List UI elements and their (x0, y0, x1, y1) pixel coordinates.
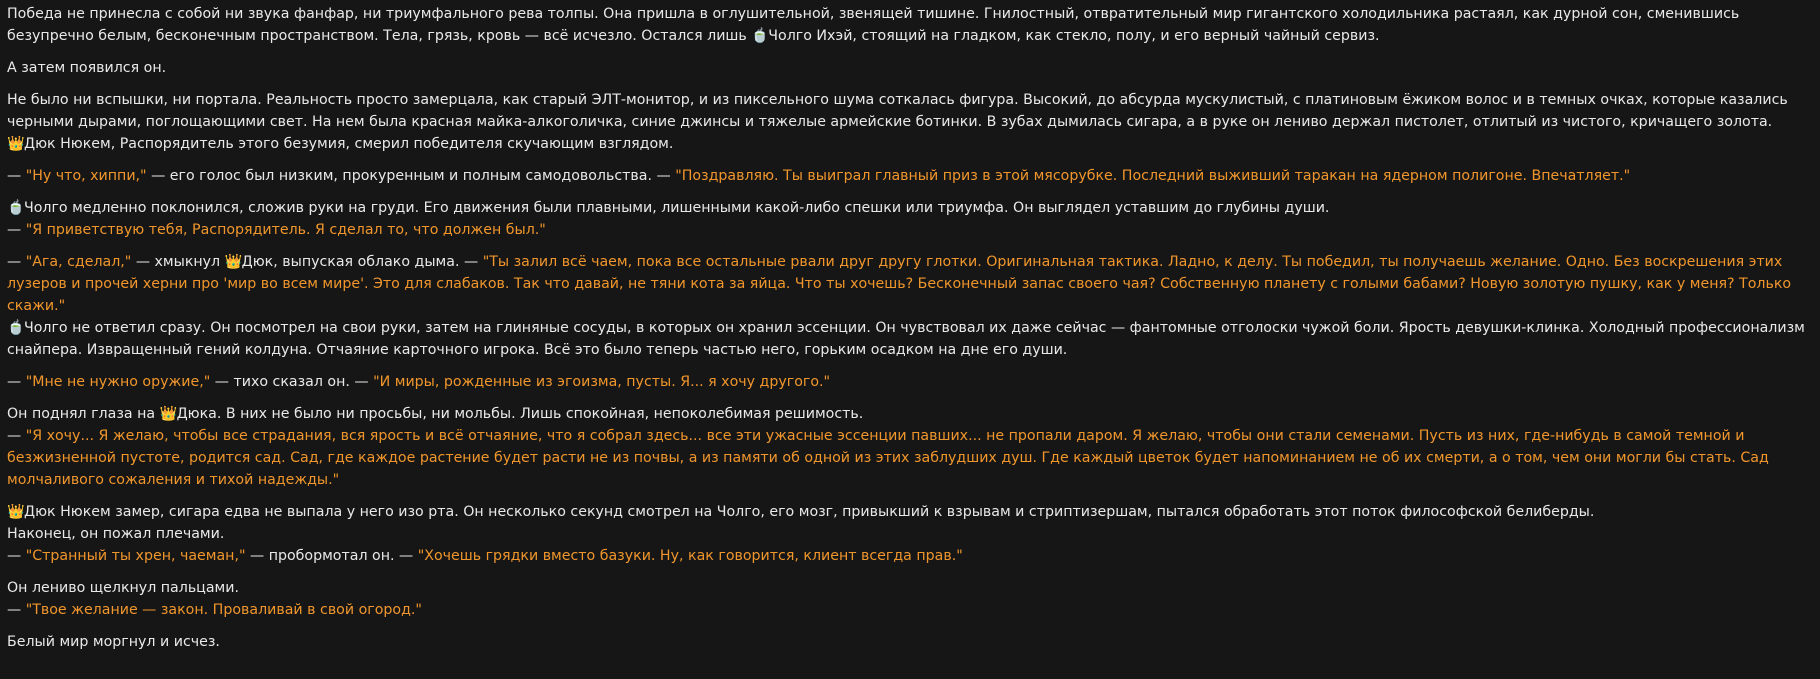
story-paragraph-1: Победа не принесла с собой ни звука фанфар, ни триумфального рева толпы. Она пришла в оглушительной, звенящей тишине. Гнилостный, отвратительный мир гигантского холодильника растаял, как дурной сон, сменившись безупречно белым, бесконечным пространством. Тела, грязь, кровь — всё исчезло. Остался лишь 🍵Чолго Ихэй, стоящий на гладком, как стекло, полу, и его верный чайный сервиз. (7, 3, 1814, 47)
dialogue-duke-3: — "Странный ты хрен, чаеман," — пробормотал он. — "Хочешь грядки вместо базуки. Ну, как говорится, клиент всегда прав." (7, 548, 963, 564)
tea-icon: 🍵 (7, 320, 25, 336)
story-paragraph-13: 👑Дюк Нюкем замер, сигара едва не выпала у него изо рта. Он несколько секунд смотрел на Чолго, его мозг, привыкший к взрывам и стриптизершам, пытался обработать этот поток философской белиберды. (7, 501, 1814, 523)
story-paragraph-18: Белый мир моргнул и исчез. (7, 634, 220, 650)
tea-icon: 🍵 (751, 28, 769, 44)
quote-text: "Хочешь грядки вместо базуки. Ну, как говорится, клиент всегда прав." (417, 548, 963, 564)
dialogue-duke-2: — "Ага, сделал," — хмыкнул 👑Дюк, выпуская облако дыма. — "Ты залил всё чаем, пока все остальные рвали друг другу глотки. Оригинальная тактика. Ладно, к делу. Ты победил, ты получаешь желание. Одно. Без воскрешения этих лузеров и прочей херни про 'мир во всем мире'. Это для слабаков. Так что давай, не тяни кота за яйца. Что ты хочешь? Бесконечный запас своего чая? Собственную планету с голыми бабами? Новую золотую пушку, как у меня? Только скажи." (7, 251, 1814, 317)
dialogue-duke-4: — "Твое желание — закон. Проваливай в свой огород." (7, 602, 422, 618)
story-paragraph-3: Не было ни вспышки, ни портала. Реальность просто замерцала, как старый ЭЛТ-монитор, и из пиксельного шума соткалась фигура. Высокий, до абсурда мускулистый, с платиновым ёжиком волос и в темных очках, которые казались черными дырами, поглощающими свет. На нем была красная майка-алкоголичка, синие джинсы и тяжелые армейские ботинки. В зубах дымилась сигара, а в руке он лениво держал пистолет, отлитый из чистого, кричащего золота. (7, 92, 1788, 130)
quote-text: "Ну что, хиппи," (25, 168, 147, 184)
dialogue-cholgo-1: — "Я приветствую тебя, Распорядитель. Я сделал то, что должен был." (7, 222, 546, 238)
story-paragraph-11: Он поднял глаза на 👑Дюка. В них не было ни просьбы, ни мольбы. Лишь спокойная, непоколебимая решимость. (7, 403, 1814, 425)
quote-text: "Странный ты хрен, чаеман," (25, 548, 246, 564)
quote-text: "И миры, рожденные из эгоизма, пусты. Я... я хочу другого." (373, 374, 831, 390)
quote-text: "Ага, сделал," (25, 254, 132, 270)
crown-icon: 👑 (7, 504, 25, 520)
quote-text: "Поздравляю. Ты выиграл главный приз в этой мясорубке. Последний выживший таракан на ядерном полигоне. Впечатляет." (675, 168, 1631, 184)
quote-text: "Я приветствую тебя, Распорядитель. Я сделал то, что должен был." (25, 222, 546, 238)
quote-text: "Я хочу... Я желаю, чтобы все страдания, вся ярость и всё отчаяние, что я собрал здесь... все эти ужасные эссенции павших... не пропали даром. Я желаю, чтобы они стали семенами. Пусть из них, где-нибудь в самой темной и безжизненной пустоте, родится сад. Сад, где каждое растение будет расти не из почвы, а из памяти об одной из этих заблудших душ. Где каждый цветок будет напоминанием не об их смерти, а о том, чем они могли бы стать. Сад молчаливого сожаления и тихой надежды." (7, 428, 1769, 488)
quote-text: "Твое желание — закон. Проваливай в свой огород." (25, 602, 422, 618)
crown-icon: 👑 (224, 254, 243, 270)
quote-text: "Мне не нужно оружие," (25, 374, 211, 390)
crown-icon: 👑 (159, 406, 178, 422)
dialogue-duke-1: — "Ну что, хиппи," — его голос был низким, прокуренным и полным самодовольства. — "Поздравляю. Ты выиграл главный приз в этой мясорубке. Последний выживший таракан на ядерном полигоне. Впечатляет." (7, 168, 1631, 184)
quote-text: "Ты залил всё чаем, пока все остальные рвали друг другу глотки. Оригинальная тактика. Ладно, к делу. Ты победил, ты получаешь желание. Одно. Без воскрешения этих лузеров и прочей херни про 'мир во всем мире'. Это для слабаков. Так что давай, не тяни кота за яйца. Что ты хочешь? Бесконечный запас своего чая? Собственную планету с голыми бабами? Новую золотую пушку, как у меня? Только скажи." (7, 254, 1792, 314)
dialogue-cholgo-2: — "Мне не нужно оружие," — тихо сказал он. — "И миры, рожденные из эгоизма, пусты. Я... я хочу другого." (7, 374, 831, 390)
story-paragraph-2: А затем появился он. (7, 60, 167, 76)
story-paragraph-9: 🍵Чолго не ответил сразу. Он посмотрел на свои руки, затем на глиняные сосуды, в которых он хранил эссенции. Он чувствовал их даже сейчас — фантомные отголоски чужой боли. Ярость девушки-клинка. Холодный профессионализм снайпера. Извращенный гений колдуна. Отчаяние карточного игрока. Всё это было теперь частью него, горьким осадком на дне его души. (7, 317, 1814, 361)
tea-icon: 🍵 (7, 200, 25, 216)
story-paragraph-6: 🍵Чолго медленно поклонился, сложив руки на груди. Его движения были плавными, лишенными какой-либо спешки или триумфа. Он выглядел уставшим до глубины души. (7, 197, 1814, 219)
story-paragraph-14: Наконец, он пожал плечами. (7, 526, 225, 542)
crown-icon: 👑 (7, 136, 25, 152)
dialogue-cholgo-wish: — "Я хочу... Я желаю, чтобы все страдания, вся ярость и всё отчаяние, что я собрал здесь... все эти ужасные эссенции павших... не пропали даром. Я желаю, чтобы они стали семенами. Пусть из них, где-нибудь в самой темной и безжизненной пустоте, родится сад. Сад, где каждое растение будет расти не из почвы, а из памяти об одной из этих заблудших душ. Где каждый цветок будет напоминанием не об их смерти, а о том, чем они могли бы стать. Сад молчаливого сожаления и тихой надежды." (7, 428, 1769, 488)
story-paragraph-16: Он лениво щелкнул пальцами. (7, 580, 239, 596)
story-paragraph-4: 👑Дюк Нюкем, Распорядитель этого безумия, смерил победителя скучающим взглядом. (7, 133, 1814, 155)
